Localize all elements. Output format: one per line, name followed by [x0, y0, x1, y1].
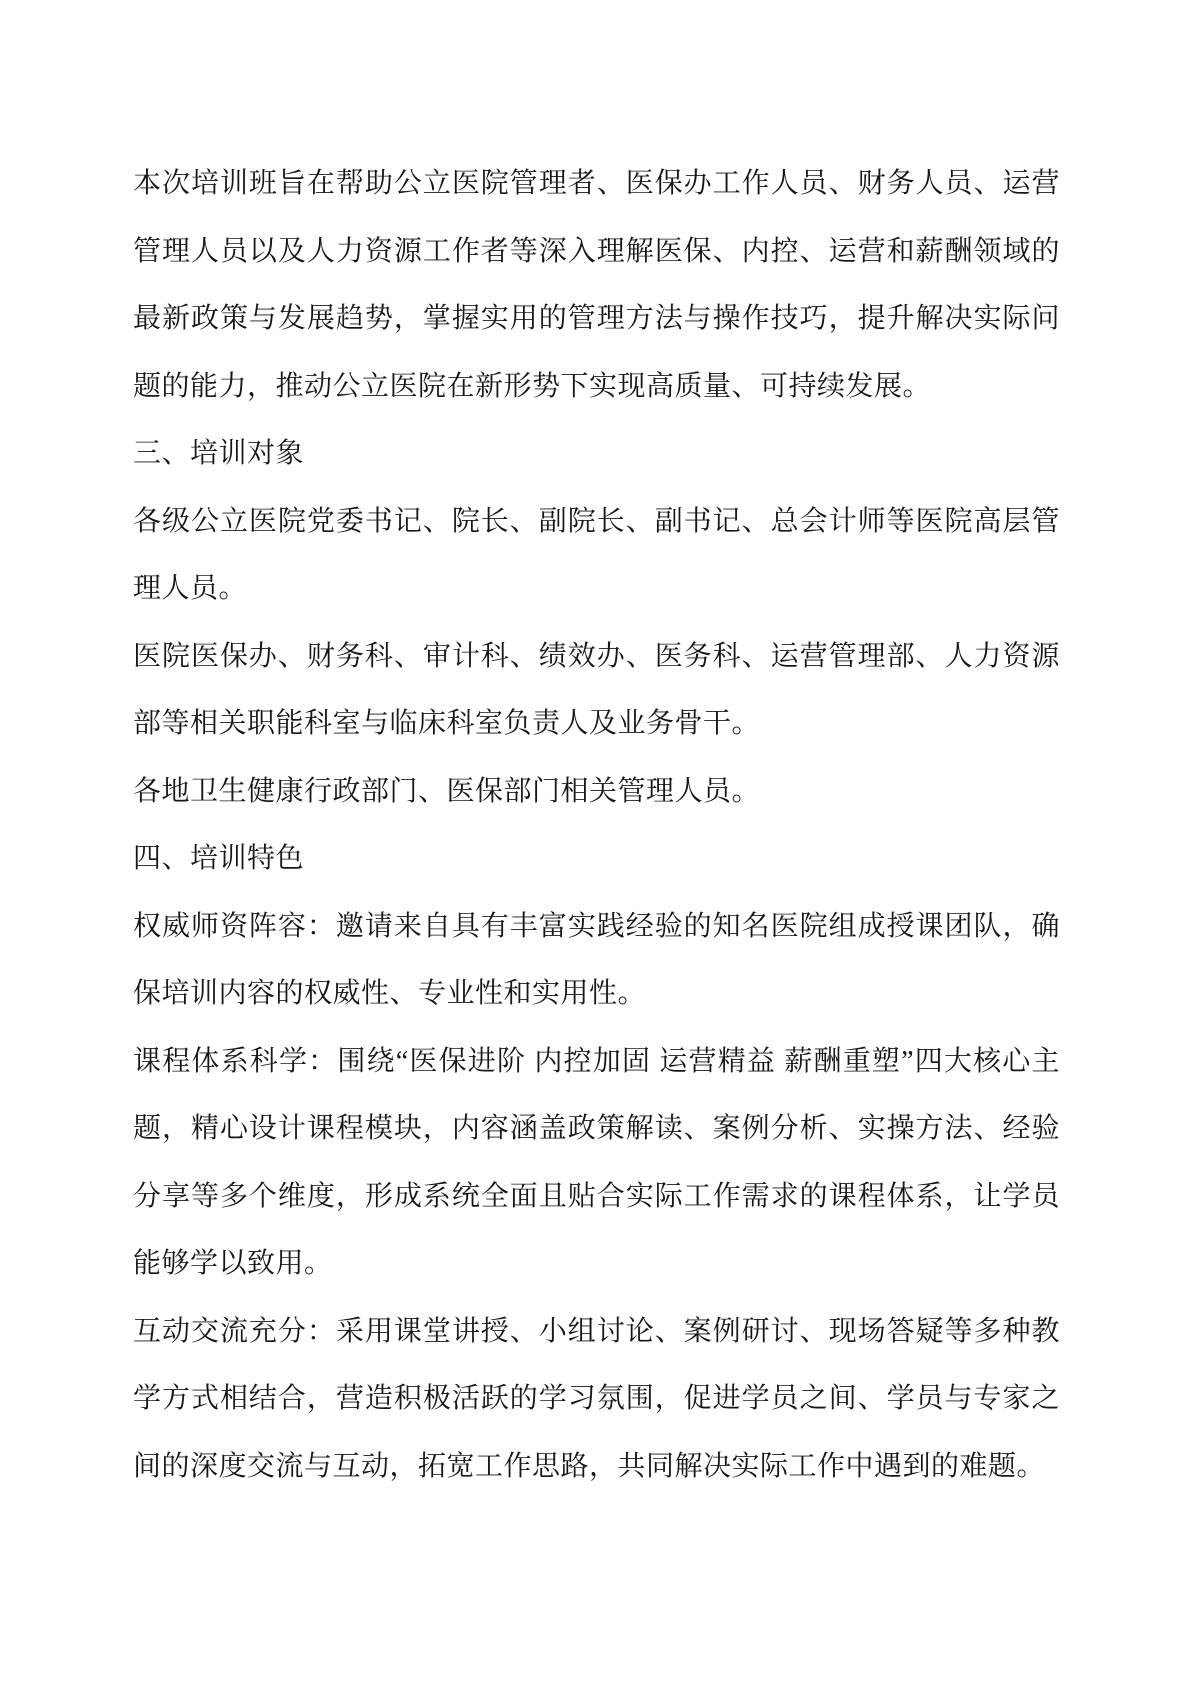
section-heading-training-features: 四、培训特色 — [133, 843, 305, 874]
paragraph-target-leaders: 各级公立医院党委书记、院长、副院长、副书记、总会计师等医院高层管理人员。 — [133, 505, 1060, 604]
document-body — [133, 150, 1060, 1500]
paragraph-feature-interaction: 互动交流充分：采用课堂讲授、小组讨论、案例研讨、现场答疑等多种教学方式相结合，营造积极活跃的学习氛围，促进学员之间、学员与专家之间的深度交流与互动，拓宽工作思路，共同解决实际工作中遇到的难题。 — [133, 1315, 1060, 1482]
section-heading-training-targets: 三、培训对象 — [133, 438, 305, 469]
paragraph-intro: 本次培训班旨在帮助公立医院管理者、医保办工作人员、财务人员、运营管理人员以及人力资源工作者等深入理解医保、内控、运营和薪酬领域的最新政策与发展趋势，掌握实用的管理方法与操作技巧，提升解决实际问题的能力，推动公立医院在新形势下实现高质量、可持续发展。 — [133, 168, 1060, 402]
paragraph-target-departments: 医院医保办、财务科、审计科、绩效办、医务科、运营管理部、人力资源部等相关职能科室与临床科室负责人及业务骨干。 — [133, 640, 1060, 739]
paragraph-feature-faculty: 权威师资阵容：邀请来自具有丰富实践经验的知名医院组成授课团队，确保培训内容的权威性、专业性和实用性。 — [133, 910, 1060, 1009]
paragraph-target-admin: 各地卫生健康行政部门、医保部门相关管理人员。 — [133, 775, 761, 807]
paragraph-feature-curriculum: 课程体系科学：围绕“医保进阶 内控加固 运营精益 薪酬重塑”四大核心主题，精心设计课程模块，内容涵盖政策解读、案例分析、实操方法、经验分享等多个维度，形成系统全面且贴合实际工作需求的课程体系，让学员能够学以致用。 — [133, 1045, 1060, 1279]
